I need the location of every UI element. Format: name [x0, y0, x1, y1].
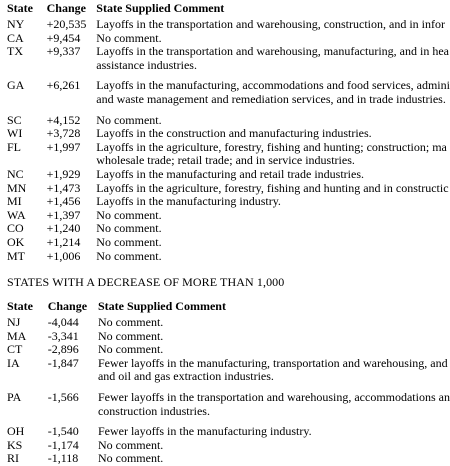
- state-cell: MA: [7, 328, 27, 343]
- change-cell: +3,728: [46, 126, 81, 141]
- change-column-header: Change: [47, 299, 88, 313]
- table-row: [7, 391, 450, 418]
- comment-cell: No comment.: [97, 452, 164, 466]
- table-row: [7, 452, 450, 466]
- table-row: [7, 209, 450, 223]
- comment-line: Layoffs in the agriculture, forestry, fishing and hunting; construction; ma: [96, 140, 447, 154]
- change-cell: +1,473: [46, 180, 81, 195]
- comment-cell: Layoffs in the construction and manufacturing industries.: [96, 127, 372, 141]
- table-row: [7, 330, 450, 344]
- table-row: [7, 236, 450, 250]
- table-row: [7, 195, 450, 209]
- state-cell: SC: [7, 112, 22, 127]
- change-cell: -1,540: [47, 424, 79, 439]
- change-cell: -1,118: [47, 451, 79, 466]
- table-row: [7, 316, 450, 330]
- change-cell: -4,044: [47, 315, 79, 329]
- state-cell: CO: [7, 221, 24, 236]
- state-cell: NJ: [7, 315, 21, 329]
- state-cell: MI: [7, 194, 22, 209]
- comment-cell: Layoffs in the agriculture, forestry, fishing and hunting and in constructic: [96, 181, 449, 195]
- comment-cell: Layoffs in the manufacturing and retail trade industries.: [96, 167, 364, 181]
- table-row: [7, 32, 450, 46]
- comment-cell: [96, 141, 450, 168]
- comment-cell: No comment.: [96, 249, 162, 263]
- state-cell: NY: [7, 17, 25, 31]
- decrease-table: [7, 299, 450, 466]
- comment-cell: No comment.: [96, 31, 162, 45]
- state-cell: MT: [7, 248, 25, 263]
- state-cell: NC: [7, 166, 24, 181]
- comment-cell: No comment.: [97, 438, 164, 452]
- change-cell: +1,997: [46, 139, 81, 154]
- comment-cell: [96, 79, 450, 106]
- comment-cell: [98, 357, 450, 384]
- comment-line: and oil and gas extraction industries.: [97, 369, 274, 384]
- change-cell: -1,566: [47, 389, 79, 404]
- table-row: [7, 343, 450, 357]
- table-row: [7, 222, 450, 236]
- header-row: [7, 1, 450, 18]
- change-cell: +9,454: [46, 30, 81, 45]
- comment-line: and waste management and remediation services, and in trade industries.: [96, 91, 446, 106]
- comment-cell: Layoffs in the manufacturing industry.: [96, 195, 281, 209]
- state-cell: GA: [7, 78, 25, 93]
- comment-column-header: State Supplied Comment: [96, 1, 225, 15]
- state-cell: WI: [7, 126, 23, 141]
- decrease-section-heading: STATES WITH A DECREASE OF MORE THAN 1,000: [7, 275, 285, 289]
- state-cell: FL: [7, 139, 22, 154]
- state-cell: PA: [7, 389, 22, 404]
- change-cell: +1,214: [46, 234, 81, 249]
- table-row: [7, 168, 450, 182]
- state-cell: WA: [7, 207, 26, 222]
- table-row: [7, 250, 450, 264]
- comment-line: Layoffs in the transportation and warehousing, manufacturing, and in hea: [96, 45, 449, 59]
- table-row: [7, 357, 450, 384]
- table-row: [7, 439, 450, 453]
- state-cell: OH: [7, 424, 25, 439]
- change-column-header: Change: [46, 1, 86, 15]
- change-cell: +1,456: [46, 194, 81, 209]
- comment-line: assistance industries.: [96, 57, 197, 72]
- comment-cell: No comment.: [97, 343, 164, 357]
- comment-cell: No comment.: [97, 316, 164, 329]
- change-cell: +20,535: [46, 17, 87, 31]
- state-cell: OK: [7, 234, 25, 249]
- state-cell: MN: [7, 180, 27, 195]
- comment-line: Fewer layoffs in the transportation and warehousing, accommodations an: [97, 390, 450, 404]
- comment-line: Fewer layoffs in the manufacturing, transportation and warehousing, and: [97, 356, 448, 370]
- state-cell: KS: [7, 437, 23, 452]
- state-column-header: State: [7, 299, 33, 313]
- increase-table: [7, 1, 450, 263]
- table-row: [7, 114, 450, 128]
- change-cell: +1,006: [46, 248, 81, 263]
- comment-line: Layoffs in the manufacturing, accommodations and food services, admini: [96, 79, 450, 93]
- comment-line: construction industries.: [97, 403, 210, 418]
- comment-line: wholesale trade; retail trade; and in service industries.: [96, 153, 355, 168]
- change-cell: -2,896: [47, 342, 79, 357]
- change-cell: -1,847: [47, 355, 79, 370]
- table-row: [7, 127, 450, 141]
- comment-cell: Layoffs in the transportation and warehousing, construction, and in infor: [96, 18, 445, 31]
- comment-cell: [98, 391, 450, 418]
- change-cell: +9,337: [46, 44, 81, 59]
- change-cell: +6,261: [46, 78, 81, 93]
- comment-cell: Fewer layoffs in the manufacturing industry.: [97, 425, 312, 439]
- comment-cell: [96, 45, 450, 72]
- state-cell: CA: [7, 30, 24, 45]
- table-row: [7, 141, 450, 168]
- state-cell: RI: [7, 451, 19, 466]
- change-cell: +1,929: [46, 166, 81, 181]
- comment-cell: No comment.: [96, 235, 162, 249]
- comment-cell: No comment.: [97, 329, 164, 343]
- state-cell: CT: [7, 342, 23, 357]
- change-cell: -1,174: [47, 437, 79, 452]
- state-column-header: State: [7, 1, 33, 15]
- state-cell: IA: [7, 355, 20, 370]
- table-row: [7, 425, 450, 439]
- change-cell: +4,152: [46, 112, 81, 127]
- state-cell: TX: [7, 44, 23, 59]
- change-cell: +1,240: [46, 221, 81, 236]
- comment-cell: No comment.: [96, 113, 162, 127]
- comment-column-header: State Supplied Comment: [97, 299, 226, 313]
- table-row: [7, 18, 450, 32]
- change-cell: +1,397: [46, 207, 81, 222]
- header-row: [7, 299, 450, 316]
- change-cell: -3,341: [47, 328, 79, 343]
- table-row: [7, 182, 450, 196]
- comment-cell: No comment.: [96, 222, 162, 236]
- table-row: [7, 45, 450, 72]
- comment-cell: No comment.: [96, 208, 162, 222]
- table-row: [7, 79, 450, 106]
